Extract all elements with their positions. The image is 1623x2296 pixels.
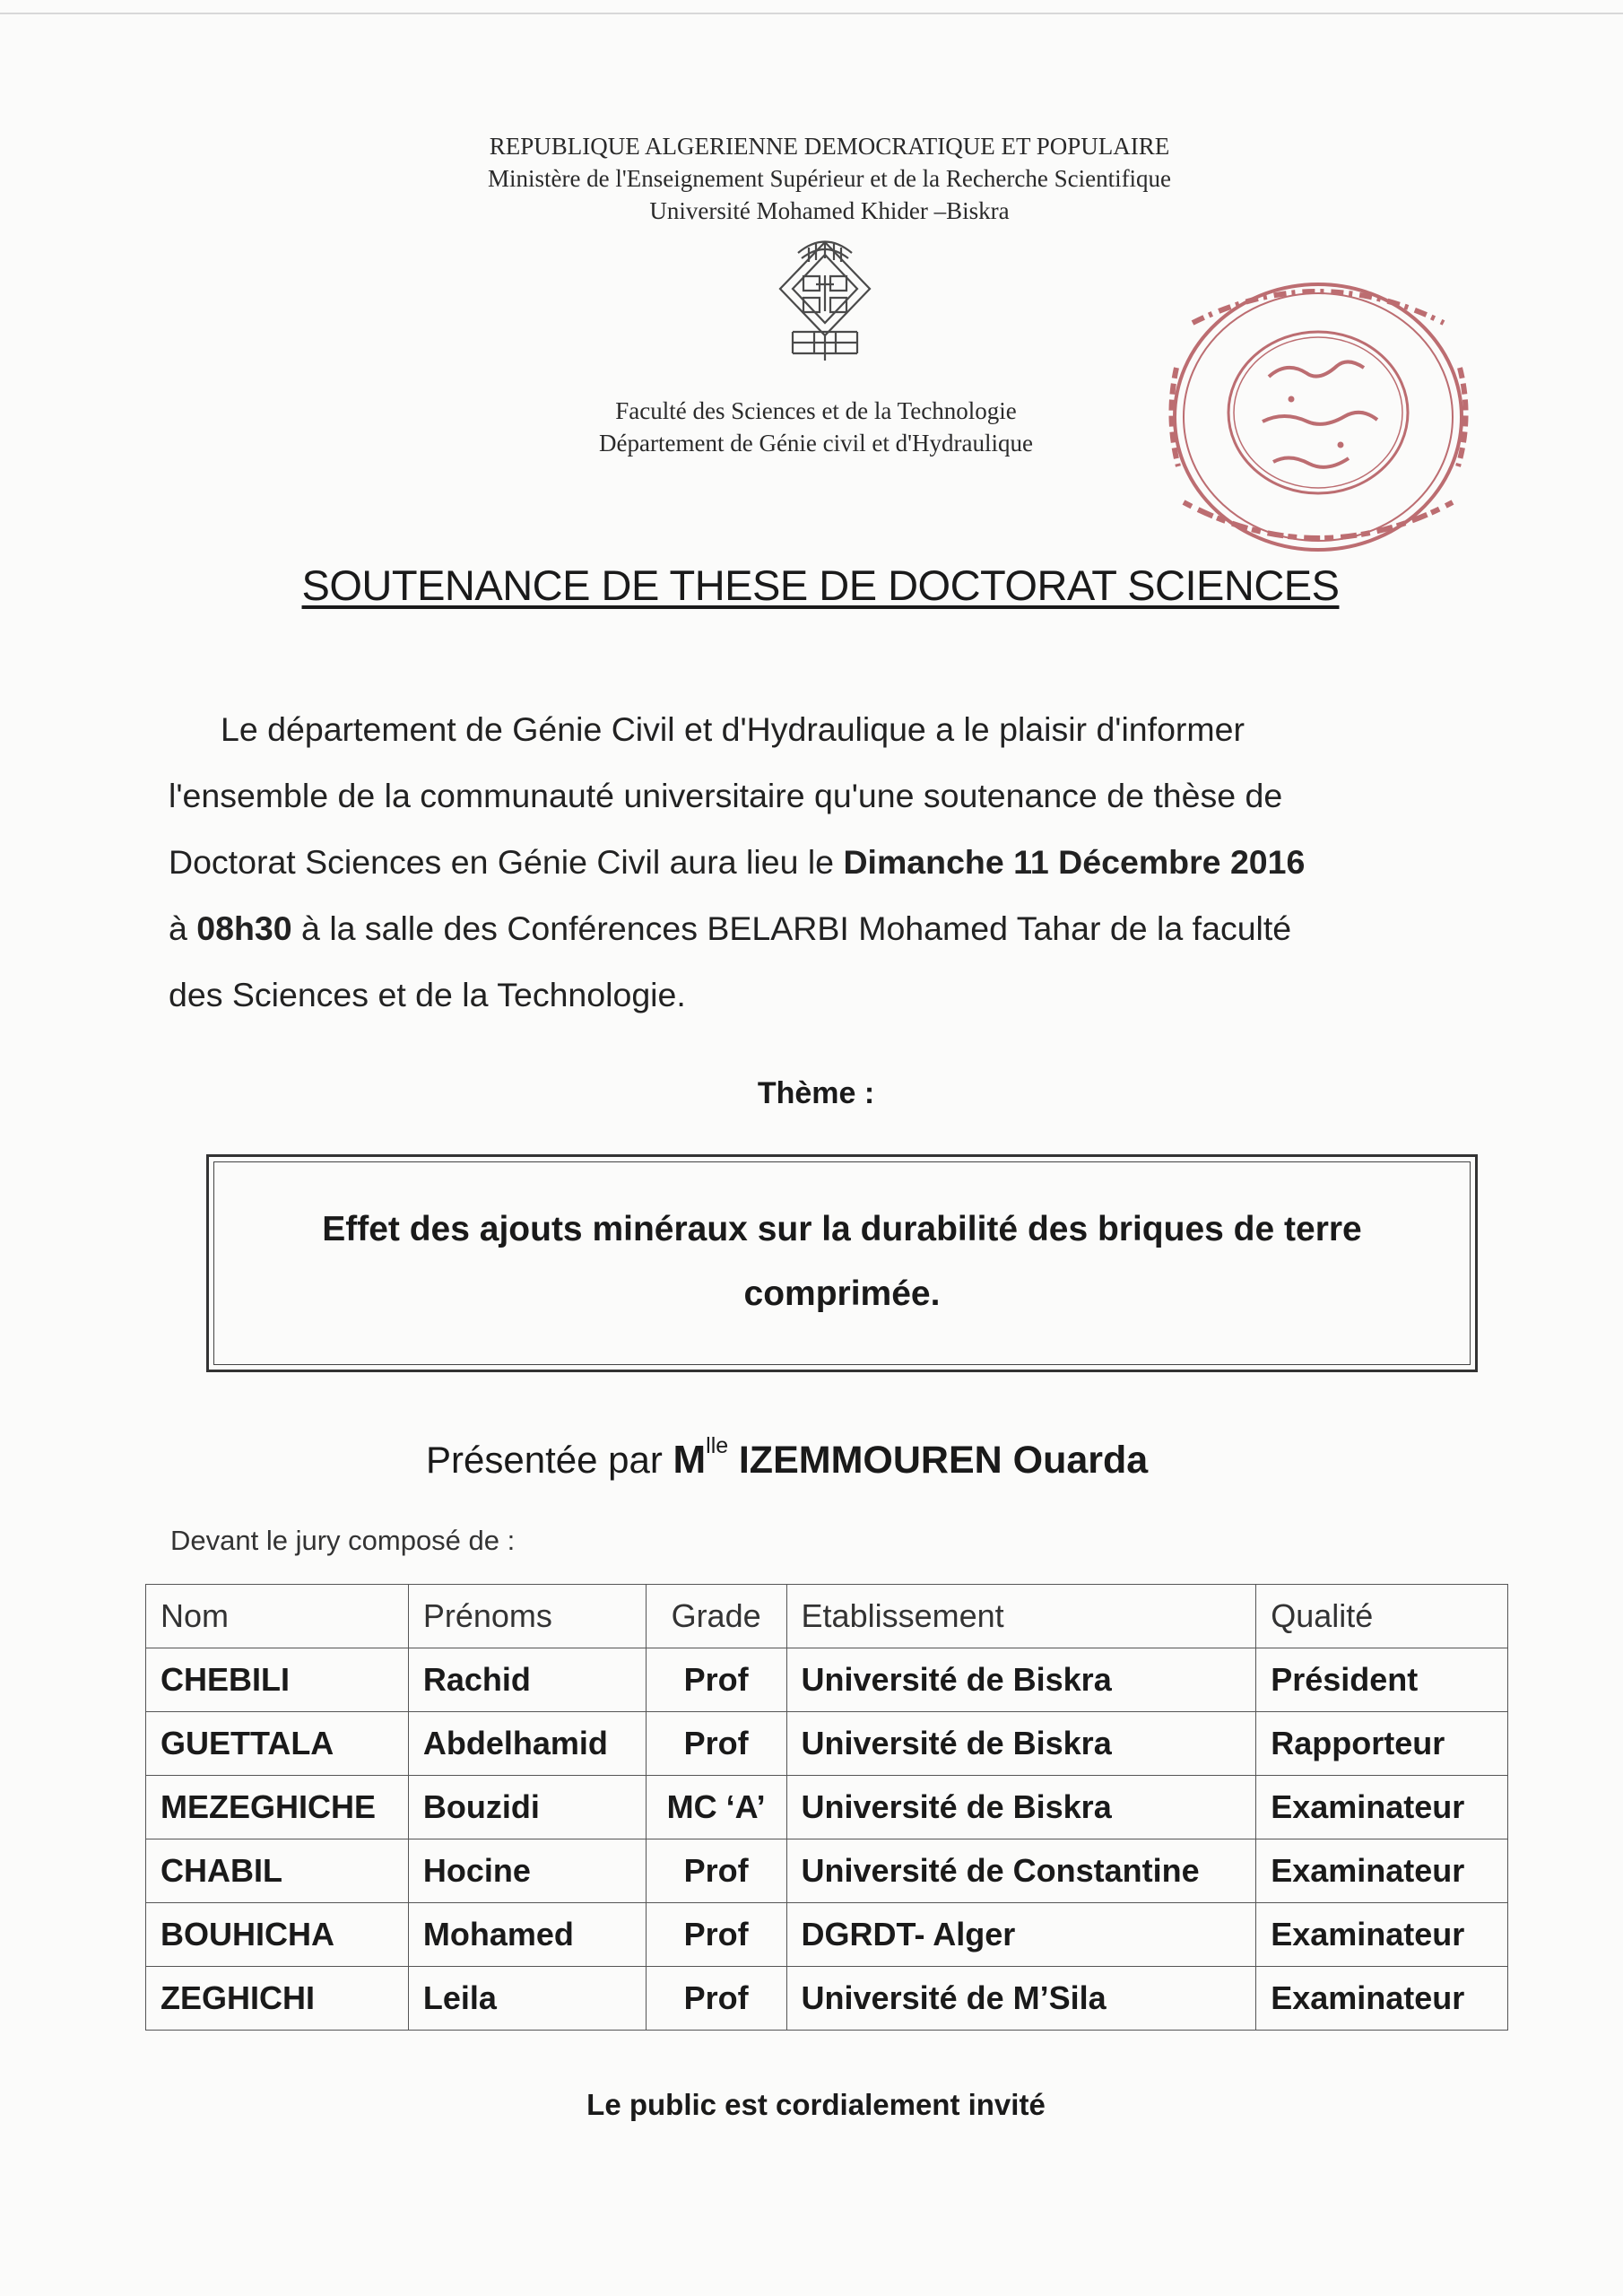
presenter-line (426, 1433, 1233, 1483)
intro-line-4 (169, 895, 1482, 961)
jury-table (145, 1584, 1508, 2031)
intro-line-5: des Sciences et de la Technologie. (169, 976, 686, 1013)
cell-etablissement: DGRDT- Alger (786, 1903, 1256, 1967)
cell-prenom: Mohamed (408, 1903, 646, 1967)
intro-line-3 (169, 829, 1482, 895)
university-line: Université Mohamed Khider –Biskra (649, 197, 1010, 224)
intro-text: Doctorat Sciences en Génie Civil aura lieu le (169, 843, 844, 881)
department-stamp-icon (1157, 269, 1480, 565)
defense-time: 08h30 (196, 909, 292, 947)
cell-nom: MEZEGHICHE (146, 1776, 409, 1839)
cell-etablissement: Université de Biskra (786, 1712, 1256, 1776)
republic-line: REPUBLIQUE ALGERIENNE DEMOCRATIQUE ET POPULAIRE (489, 133, 1170, 160)
cell-grade: Prof (646, 1967, 786, 2031)
header-grade: Grade (646, 1585, 786, 1648)
cell-qualite: Examinateur (1256, 1967, 1508, 2031)
page-title: SOUTENANCE DE THESE DE DOCTORAT SCIENCES (301, 561, 1340, 609)
cell-etablissement: Université de M’Sila (786, 1967, 1256, 2031)
table-row (146, 1712, 1508, 1776)
cell-prenom: Hocine (408, 1839, 646, 1903)
cell-etablissement: Université de Biskra (786, 1648, 1256, 1712)
presenter-title (673, 1433, 729, 1482)
cell-nom: GUETTALA (146, 1712, 409, 1776)
cell-grade: Prof (646, 1648, 786, 1712)
ministry-line: Ministère de l'Enseignement Supérieur et de la Recherche Scientifique (487, 165, 1172, 192)
table-row (146, 1903, 1508, 1967)
header-prenoms: Prénoms (408, 1585, 646, 1648)
intro-line-1: Le département de Génie Civil et d'Hydraulique a le plaisir d'informer (221, 710, 1245, 748)
closing-invitation: Le public est cordialement invité (586, 2088, 1046, 2121)
theme-text (227, 1197, 1457, 1326)
theme-box (206, 1154, 1478, 1372)
university-logo-icon (762, 235, 888, 370)
cell-prenom: Leila (408, 1967, 646, 2031)
header-nom: Nom (146, 1585, 409, 1648)
jury-header-row (146, 1585, 1508, 1648)
table-row (146, 1776, 1508, 1839)
cell-prenom: Bouzidi (408, 1776, 646, 1839)
theme-line-1: Effet des ajouts minéraux sur la durabilité des briques de terre (322, 1210, 1362, 1248)
intro-text: à (169, 909, 197, 947)
cell-grade: Prof (646, 1712, 786, 1776)
presenter-prefix: Présentée par (426, 1439, 673, 1481)
cell-etablissement: Université de Biskra (786, 1776, 1256, 1839)
theme-label: Thème : (757, 1076, 875, 1110)
cell-nom: CHABIL (146, 1839, 409, 1903)
intro-line-2: l'ensemble de la communauté universitaire qu'une soutenance de thèse de (169, 777, 1283, 814)
intro-text: à la salle des Conférences BELARBI Mohamed Tahar de la faculté (291, 909, 1292, 947)
cell-nom: CHEBILI (146, 1648, 409, 1712)
cell-etablissement: Université de Constantine (786, 1839, 1256, 1903)
cell-qualite: Rapporteur (1256, 1712, 1508, 1776)
cell-prenom: Abdelhamid (408, 1712, 646, 1776)
header-etablissement: Etablissement (786, 1585, 1256, 1648)
cell-grade: Prof (646, 1903, 786, 1967)
faculty-line: Faculté des Sciences et de la Technologie (615, 397, 1017, 424)
cell-prenom: Rachid (408, 1648, 646, 1712)
table-row (146, 1648, 1508, 1712)
cell-qualite: Examinateur (1256, 1839, 1508, 1903)
cell-qualite: Président (1256, 1648, 1508, 1712)
presenter-title-m: M (673, 1438, 707, 1482)
cell-nom: BOUHICHA (146, 1903, 409, 1967)
presenter-name: IZEMMOUREN Ouarda (738, 1439, 1149, 1482)
header-qualite: Qualité (1256, 1585, 1508, 1648)
jury-intro: Devant le jury composé de : (170, 1525, 516, 1556)
presenter-title-sup: lle (706, 1433, 729, 1458)
top-rule (0, 13, 1623, 14)
table-row (146, 1967, 1508, 2031)
cell-nom: ZEGHICHI (146, 1967, 409, 2031)
defense-date: Dimanche 11 Décembre 2016 (843, 843, 1306, 881)
letterhead (269, 130, 1390, 227)
department-line: Département de Génie civil et d'Hydraulique (599, 430, 1033, 457)
announcement-paragraph (169, 696, 1482, 1028)
theme-line-2: comprimée. (743, 1274, 941, 1313)
faculty-block (502, 395, 1130, 459)
cell-qualite: Examinateur (1256, 1776, 1508, 1839)
table-row (146, 1839, 1508, 1903)
cell-grade: MC ‘A’ (646, 1776, 786, 1839)
cell-qualite: Examinateur (1256, 1903, 1508, 1967)
cell-grade: Prof (646, 1839, 786, 1903)
